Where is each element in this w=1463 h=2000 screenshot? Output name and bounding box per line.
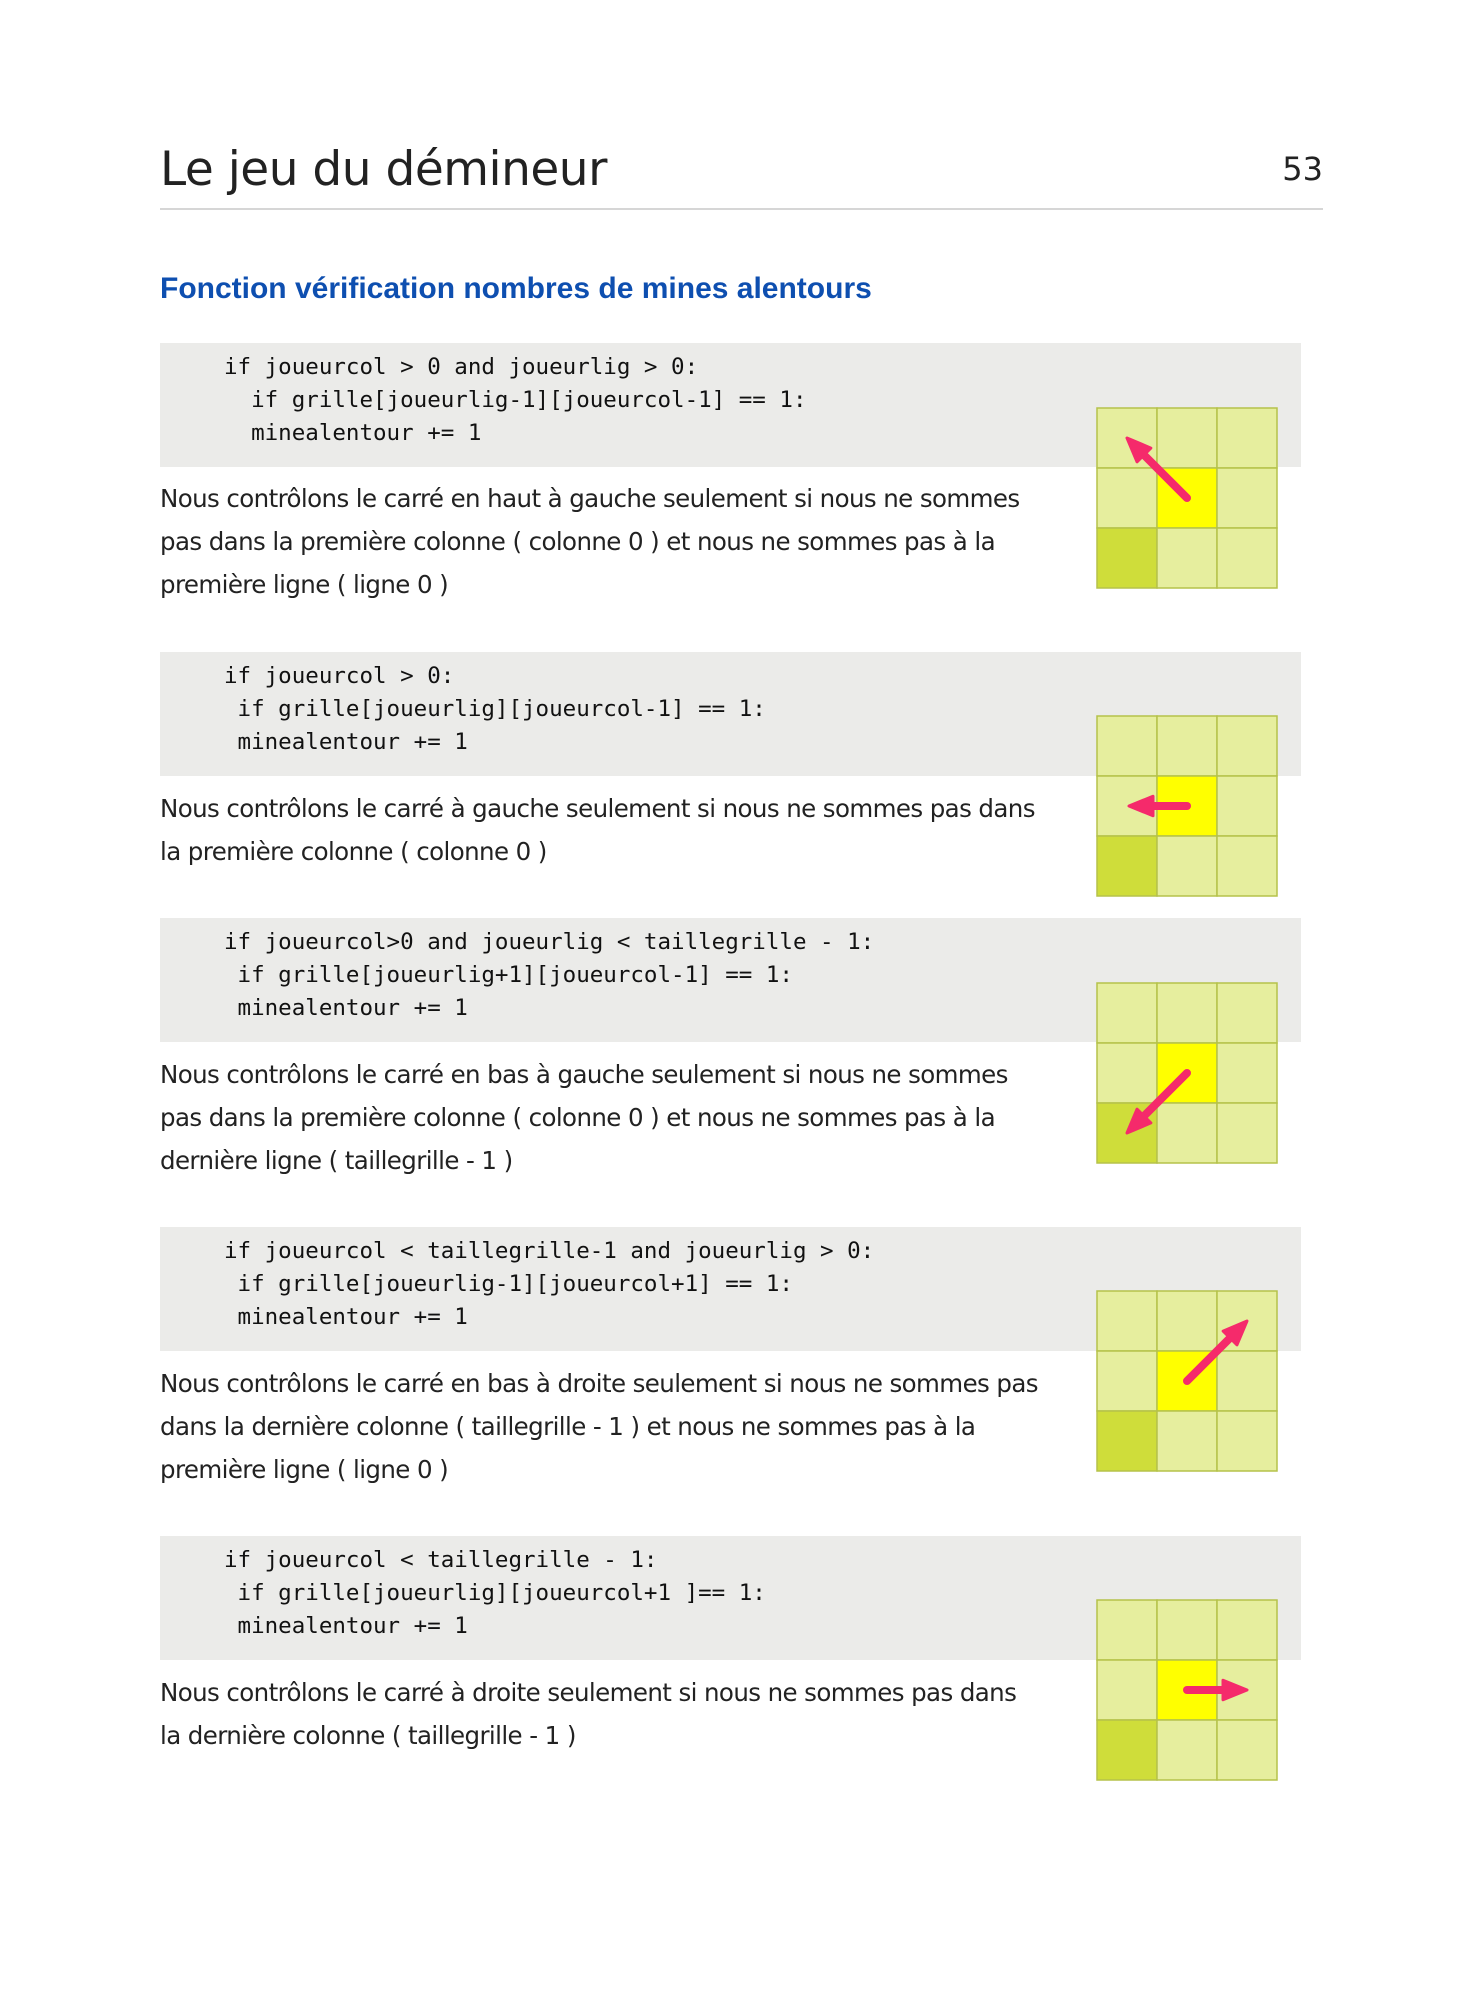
grid-cell bbox=[1157, 1720, 1217, 1780]
code-line: if grille[joueurlig][joueurcol+1 ]== 1: bbox=[224, 1580, 766, 1606]
grid-cell bbox=[1217, 983, 1277, 1043]
description-text: Nous contrôlons le carré en bas à gauche seulement si nous ne sommes pas dans la première colonne ( colonne 0 ) et nous ne sommes pas à la dernière ligne ( taillegrille - 1 ) bbox=[160, 1060, 1008, 1175]
grid-diagram bbox=[1094, 713, 1280, 899]
code-line: minealentour += 1 bbox=[224, 1304, 468, 1330]
code-line: minealentour += 1 bbox=[224, 995, 468, 1021]
description-text: Nous contrôlons le carré en haut à gauche seulement si nous ne sommes pas dans la première colonne ( colonne 0 ) et nous ne sommes pas à la première ligne ( ligne 0 ) bbox=[160, 484, 1020, 599]
grid-cell bbox=[1157, 1600, 1217, 1660]
grid-cell bbox=[1217, 1351, 1277, 1411]
grid-cell bbox=[1217, 408, 1277, 468]
grid-cell bbox=[1097, 1043, 1157, 1103]
grid-cell bbox=[1157, 716, 1217, 776]
grid-cell bbox=[1217, 776, 1277, 836]
grid-cell bbox=[1217, 1103, 1277, 1163]
code-line: if joueurcol > 0 and joueurlig > 0: bbox=[224, 354, 699, 380]
grid-cell bbox=[1097, 983, 1157, 1043]
neighbour-grid bbox=[1094, 405, 1280, 591]
code-line: if joueurcol < taillegrille-1 and joueurlig > 0: bbox=[224, 1238, 875, 1264]
grid-cell bbox=[1097, 468, 1157, 528]
grid-cell bbox=[1097, 1351, 1157, 1411]
code-line: if grille[joueurlig-1][joueurcol+1] == 1: bbox=[224, 1271, 793, 1297]
grid-cell bbox=[1157, 983, 1217, 1043]
description-text: Nous contrôlons le carré à gauche seulement si nous ne sommes pas dans la première colonne ( colonne 0 ) bbox=[160, 794, 1035, 866]
grid-cell bbox=[1097, 1291, 1157, 1351]
grid-cell bbox=[1217, 1043, 1277, 1103]
description-text: Nous contrôlons le carré à droite seulement si nous ne sommes pas dans la dernière colonne ( taillegrille - 1 ) bbox=[160, 1678, 1017, 1750]
grid-cell bbox=[1097, 1660, 1157, 1720]
page-header bbox=[160, 136, 1323, 210]
grid-cell bbox=[1217, 836, 1277, 896]
code-line: if grille[joueurlig+1][joueurcol-1] == 1: bbox=[224, 962, 793, 988]
page-number: 53 bbox=[1282, 150, 1323, 188]
section-heading: Fonction vérification nombres de mines alentours bbox=[160, 272, 872, 305]
grid-cell bbox=[1217, 528, 1277, 588]
grid-diagram bbox=[1094, 980, 1280, 1166]
code-line: if joueurcol < taillegrille - 1: bbox=[224, 1547, 658, 1573]
grid-cell bbox=[1217, 716, 1277, 776]
neighbour-grid bbox=[1094, 1288, 1280, 1474]
grid-cell bbox=[1217, 1600, 1277, 1660]
grid-cell bbox=[1097, 716, 1157, 776]
code-line: if grille[joueurlig-1][joueurcol-1] == 1: bbox=[224, 387, 807, 413]
code-line: minealentour += 1 bbox=[224, 729, 468, 755]
grid-cell bbox=[1157, 528, 1217, 588]
grid-cell bbox=[1217, 468, 1277, 528]
page-title: Le jeu du démineur bbox=[160, 142, 607, 197]
grid-cell bbox=[1217, 1411, 1277, 1471]
highlight-cell bbox=[1097, 1411, 1157, 1471]
neighbour-grid bbox=[1094, 980, 1280, 1166]
grid-diagram bbox=[1094, 405, 1280, 591]
grid-cell bbox=[1157, 836, 1217, 896]
description-text: Nous contrôlons le carré en bas à droite seulement si nous ne sommes pas dans la dernière colonne ( taillegrille - 1 ) et nous ne sommes pas à la première ligne ( ligne 0 ) bbox=[160, 1369, 1038, 1484]
neighbour-grid bbox=[1094, 1597, 1280, 1783]
grid-cell bbox=[1157, 1291, 1217, 1351]
neighbour-grid bbox=[1094, 713, 1280, 899]
highlight-cell bbox=[1097, 1720, 1157, 1780]
code-line: minealentour += 1 bbox=[224, 420, 482, 446]
highlight-cell bbox=[1097, 836, 1157, 896]
grid-cell bbox=[1217, 1720, 1277, 1780]
code-line: minealentour += 1 bbox=[224, 1613, 468, 1639]
grid-diagram bbox=[1094, 1288, 1280, 1474]
grid-diagram bbox=[1094, 1597, 1280, 1783]
code-line: if joueurcol > 0: bbox=[224, 663, 455, 689]
grid-cell bbox=[1157, 1103, 1217, 1163]
highlight-cell bbox=[1097, 528, 1157, 588]
grid-cell bbox=[1157, 1411, 1217, 1471]
grid-cell bbox=[1097, 1600, 1157, 1660]
code-line: if joueurcol>0 and joueurlig < taillegrille - 1: bbox=[224, 929, 875, 955]
code-line: if grille[joueurlig][joueurcol-1] == 1: bbox=[224, 696, 766, 722]
grid-cell bbox=[1157, 408, 1217, 468]
